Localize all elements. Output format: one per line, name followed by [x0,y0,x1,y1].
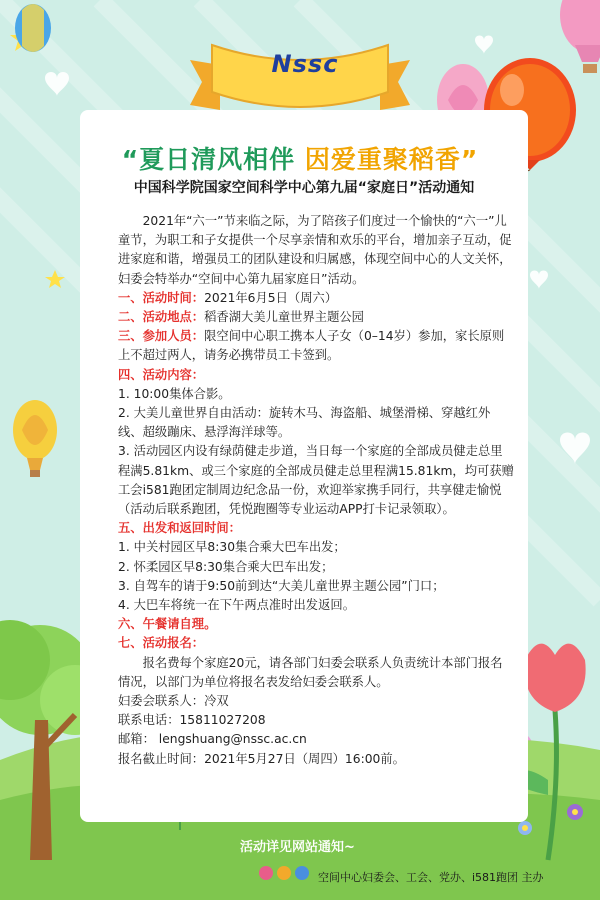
signup-text: 报名费每个家庭20元，请各部门妇委会联系人负责统计本部门报名情况，以部门为单位将报名表发给妇委会联系人。 [118,655,503,689]
nssc-logo: Nssc [271,50,339,78]
section-lunch: 六、午餐请自理。 [118,617,217,632]
footer-note: 活动详见网站通知~ [240,840,355,855]
section-time-label: 一、活动时间： [118,290,205,305]
depart-item-4: 4. 大巴车将统一在下午两点准时出发返回。 [118,598,355,613]
section-place-value: 稻香湖大美儿童世界主题公园 [204,310,364,325]
signup-contact: 妇委会联系人：冷双 [118,694,229,709]
depart-item-3: 3. 自驾车的请于9:50前到达“大美儿童世界主题公园”门口； [118,578,445,593]
organizer-logos-icon [258,865,312,881]
signup-phone: 联系电话：15811027208 [118,713,266,728]
hot-air-balloon-icon [15,4,51,52]
depart-item-2: 2. 怀柔园区早8:30集合乘大巴车出发； [118,559,334,574]
page-title: 中国科学院国家空间科学中心第九届“家庭日”活动通知 [133,180,475,196]
section-signup-label: 七、活动报名： [118,636,205,651]
section-content-label: 四、活动内容： [118,367,205,382]
section-time [118,289,514,308]
section-time-value: 2021年6月5日（周六） [204,290,338,305]
section-place-label: 二、活动地点： [118,310,205,325]
footer-organizers: 空间中心妇委会、工会、党办、i581跑团 主办 [318,871,544,884]
section-depart-label: 五、出发和返回时间： [118,521,241,536]
intro-paragraph: 2021年“六一”节来临之际，为了陪孩子们度过一个愉快的“六一”儿童节，为职工和子女提供一个尽享亲情和欢乐的平台，增加亲子互动，促进家庭和谐，增强员工的团队建设和归属感，体现空间中心的人文关怀，妇委会特举办“空间中心第九届家庭日”活动。 [118,214,512,286]
signup-email: 邮箱： lengshuang@nssc.ac.cn [118,732,307,747]
content-item-2: 2. 大美儿童世界自由活动：旋转木马、海盗船、城堡滑梯、穿越红外线、超级蹦床、悬浮海洋球等。 [118,406,491,440]
headline-part2: 因爱重聚稻香” [304,145,479,174]
section-place [118,308,514,327]
section-people-label: 三、参加人员： [118,329,205,344]
content-item-1: 1. 10:00集体合影。 [118,386,231,401]
section-people [118,327,514,365]
content-item-3: 3. 活动园区内设有绿荫健走步道，当日每一个家庭的全部成员健走总里程满5.81km、或三个家庭的全部成员健走总里程满15.81km，均可获赠工会i581跑团定制周边纪念品一份，欢迎举家携手同行，共享健走愉悦（活动后联系跑团，凭悦跑圈等专业运动APP打卡记录领取）。 [118,444,514,517]
headline-part1: “夏日清风相伴 [121,145,305,174]
headline [100,140,500,176]
section-people-value: 限空间中心职工携本人子女（0–14岁）参加，家长原则上不超过两人，请务必携带员工卡签到。 [118,329,505,363]
signup-deadline: 报名截止时间：2021年5月27日（周四）16:00前。 [118,751,405,766]
notice-body [118,212,514,769]
depart-item-1: 1. 中关村园区早8:30集合乘大巴车出发； [118,540,346,555]
